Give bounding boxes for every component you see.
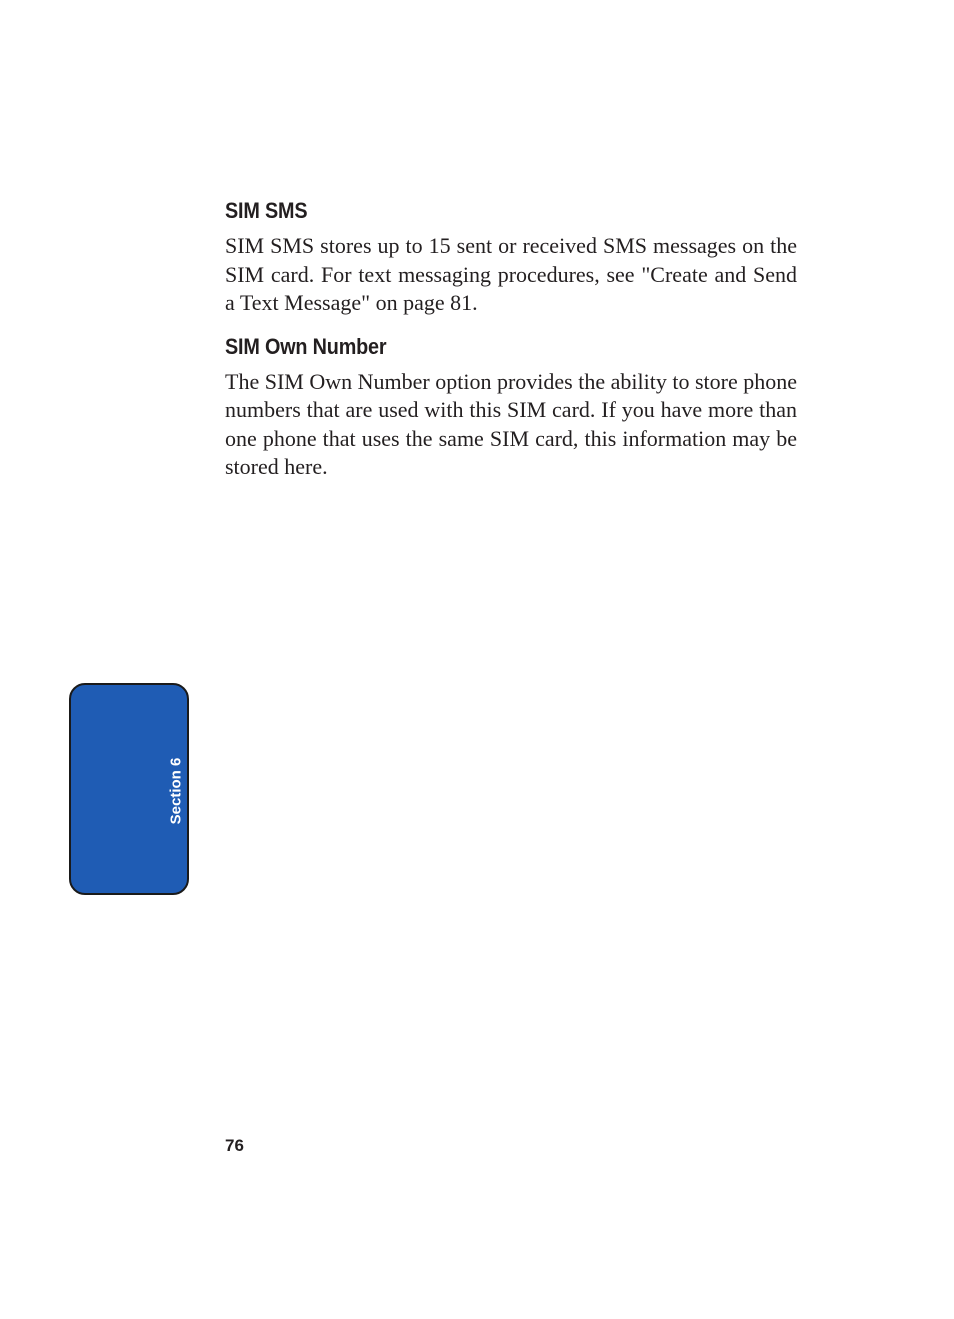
page-content [225,196,797,496]
sim-own-number-heading: SIM Own Number [225,333,387,359]
sim-sms-heading: SIM SMS [225,198,308,223]
section-tab-label: Section 6 [167,757,185,825]
page-number: 76 [225,1136,244,1155]
sim-sms-paragraph: SIM SMS stores up to 15 sent or received SMS messages on the SIM card. For text messaging procedures, see "Create and Send a Text Message" on page 81. [225,233,797,315]
sim-own-number-paragraph: The SIM Own Number option provides the ability to store phone numbers that are used with this SIM card. If you have more than one phone that uses the same SIM card, this information may be stored here. [225,368,797,479]
